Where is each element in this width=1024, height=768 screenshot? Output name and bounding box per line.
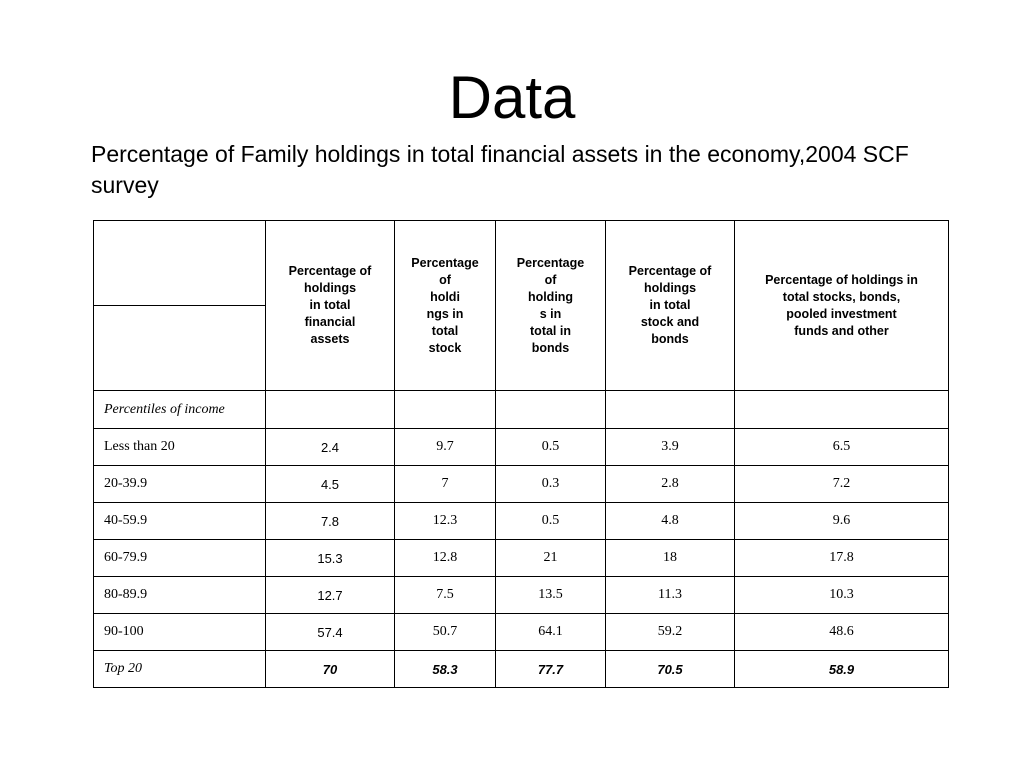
table-cell: 4.8 bbox=[606, 503, 735, 540]
table-cell: 12.3 bbox=[395, 503, 496, 540]
column-header bbox=[266, 221, 395, 391]
row-label: 40-59.9 bbox=[94, 503, 266, 540]
table-cell: 7.5 bbox=[395, 577, 496, 614]
table-cell: 10.3 bbox=[735, 577, 949, 614]
row-label: 60-79.9 bbox=[94, 540, 266, 577]
table-cell: 17.8 bbox=[735, 540, 949, 577]
table-cell: 13.5 bbox=[496, 577, 606, 614]
table-cell: 7 bbox=[395, 466, 496, 503]
table-header-row bbox=[94, 221, 949, 306]
total-row bbox=[94, 651, 949, 688]
table-cell: 12.7 bbox=[266, 577, 395, 614]
table-cell: 57.4 bbox=[266, 614, 395, 651]
column-header bbox=[395, 221, 496, 391]
column-header-label: Percentage of holding s in total in bonds bbox=[516, 255, 585, 355]
slide-title: Data bbox=[448, 64, 576, 131]
table-cell: 4.5 bbox=[266, 466, 395, 503]
total-cell: 58.9 bbox=[735, 651, 949, 688]
column-header bbox=[606, 221, 735, 391]
total-cell: 58.3 bbox=[395, 651, 496, 688]
header-corner-bottom bbox=[94, 306, 266, 391]
row-label: 80-89.9 bbox=[94, 577, 266, 614]
table-cell: 9.6 bbox=[735, 503, 949, 540]
section-row bbox=[94, 391, 949, 429]
section-label: Percentiles of income bbox=[94, 391, 266, 429]
table-cell: 64.1 bbox=[496, 614, 606, 651]
table-cell: 2.4 bbox=[266, 429, 395, 466]
total-row-label: Top 20 bbox=[94, 651, 266, 688]
table-cell: 59.2 bbox=[606, 614, 735, 651]
empty-cell bbox=[395, 391, 496, 429]
table-cell: 0.5 bbox=[496, 429, 606, 466]
row-label: 90-100 bbox=[94, 614, 266, 651]
table-cell: 11.3 bbox=[606, 577, 735, 614]
column-header-label: Percentage of holdings in total stock and bonds bbox=[628, 264, 712, 346]
slide-subtitle: Percentage of Family holdings in total financial assets in the economy,2004 SCF survey bbox=[91, 141, 909, 198]
empty-cell bbox=[266, 391, 395, 429]
header-corner-top bbox=[94, 221, 266, 306]
holdings-table bbox=[93, 220, 949, 688]
table-cell: 18 bbox=[606, 540, 735, 577]
total-cell: 70 bbox=[266, 651, 395, 688]
empty-cell bbox=[496, 391, 606, 429]
table-cell: 0.3 bbox=[496, 466, 606, 503]
table-row bbox=[94, 429, 949, 466]
table-cell: 2.8 bbox=[606, 466, 735, 503]
table-cell: 0.5 bbox=[496, 503, 606, 540]
table-cell: 9.7 bbox=[395, 429, 496, 466]
table-cell: 7.8 bbox=[266, 503, 395, 540]
table-cell: 48.6 bbox=[735, 614, 949, 651]
table-cell: 50.7 bbox=[395, 614, 496, 651]
column-header-label: Percentage of holdings in total stocks, bonds, pooled investment funds and other bbox=[765, 272, 918, 338]
column-header-label: Percentage of holdi ngs in total stock bbox=[411, 255, 479, 355]
table-row bbox=[94, 466, 949, 503]
table-cell: 6.5 bbox=[735, 429, 949, 466]
table-cell: 21 bbox=[496, 540, 606, 577]
table-cell: 12.8 bbox=[395, 540, 496, 577]
empty-cell bbox=[735, 391, 949, 429]
table-row bbox=[94, 503, 949, 540]
row-label: Less than 20 bbox=[94, 429, 266, 466]
table-cell: 15.3 bbox=[266, 540, 395, 577]
column-header bbox=[496, 221, 606, 391]
table-row bbox=[94, 540, 949, 577]
table-row bbox=[94, 577, 949, 614]
total-cell: 70.5 bbox=[606, 651, 735, 688]
table-cell: 3.9 bbox=[606, 429, 735, 466]
column-header bbox=[735, 221, 949, 391]
row-label: 20-39.9 bbox=[94, 466, 266, 503]
table-row bbox=[94, 614, 949, 651]
table-cell: 7.2 bbox=[735, 466, 949, 503]
total-cell: 77.7 bbox=[496, 651, 606, 688]
column-header-label: Percentage of holdings in total financial assets bbox=[288, 264, 372, 346]
empty-cell bbox=[606, 391, 735, 429]
